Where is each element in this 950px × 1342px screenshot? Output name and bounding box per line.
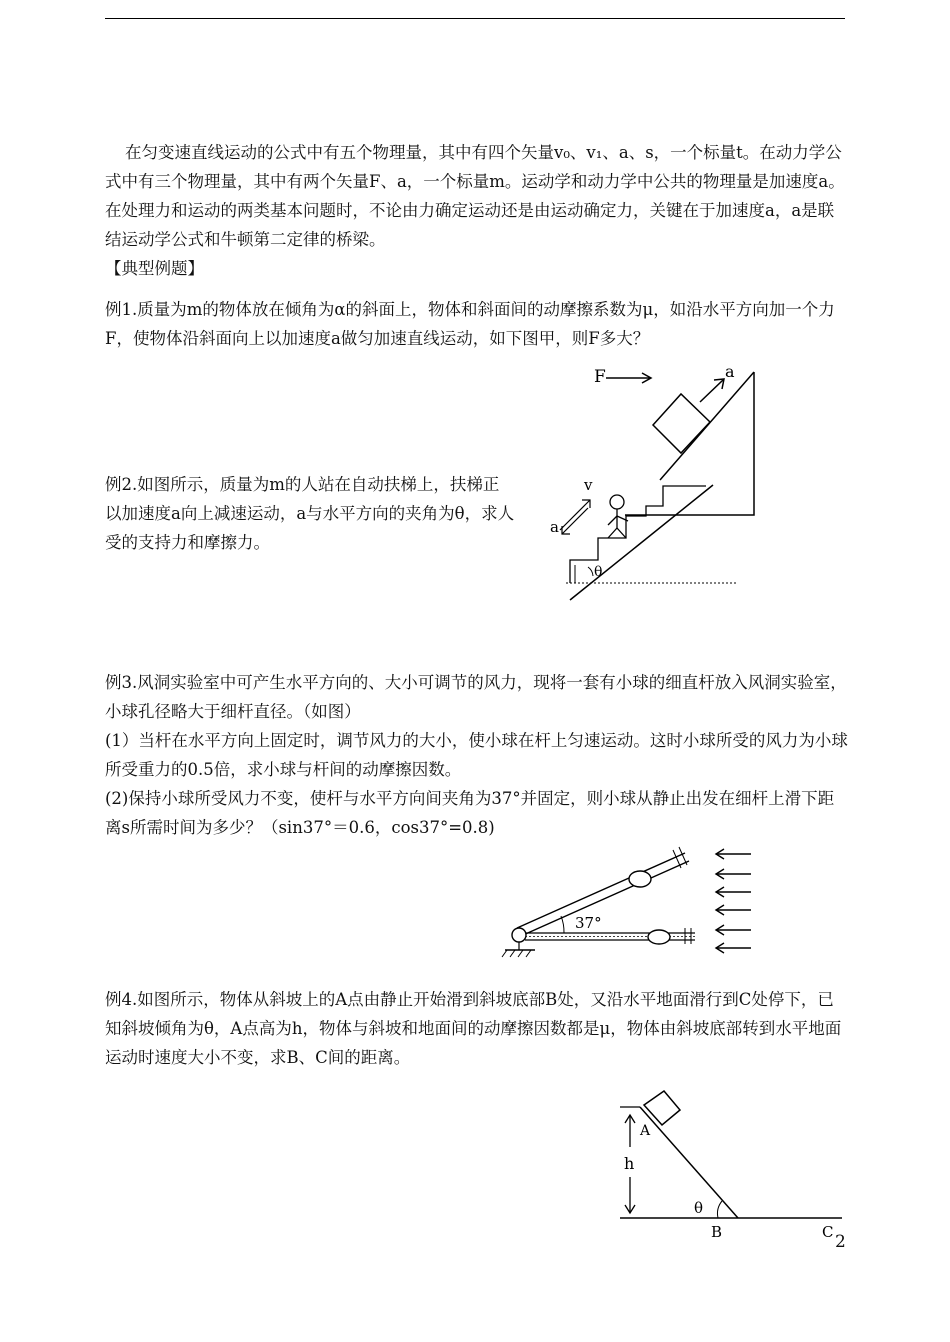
force-label: F bbox=[594, 367, 606, 387]
example-3-intro: 例3.风洞实验室中可产生水平方向的、大小可调节的风力，现将一套有小球的细直杆放入风洞实验室，小球孔径略大于细杆直径。（如图） bbox=[105, 673, 847, 721]
escalator-angle-label: θ bbox=[594, 564, 603, 580]
rod-angle-label: 37° bbox=[575, 914, 602, 932]
point-C-label: C bbox=[822, 1223, 834, 1241]
example-3-question-2: (2)保持小球所受风力不变，使杆与水平方向间夹角为37°并固定，则小球从静止出发在细杆上滑下距离s所需时间为多少？（sin37°＝0.6，cos37°=0.8) bbox=[105, 789, 835, 837]
escalator-accel-label: a bbox=[550, 518, 559, 536]
page-number: 2 bbox=[835, 1232, 846, 1252]
figure-2-escalator bbox=[548, 470, 748, 605]
header-rule bbox=[105, 18, 845, 19]
intro-paragraph: 在匀变速直线运动的公式中有五个物理量，其中有四个矢量v₀、v₁、a、s，一个标量t。在动力学公式中有三个物理量，其中有两个矢量F、a，一个标量m。运动学和动力学中公共的物理量是加速度a。在处理力和运动的两类基本问题时，不论由力确定运动还是由运动确定力，关键在于加速度a，a是联结运动学公式和牛顿第二定律的桥梁。 bbox=[105, 143, 845, 249]
accel-label: a bbox=[725, 362, 735, 381]
example-2: 例2.如图所示，质量为m的人站在自动扶梯上，扶梯正以加速度a向上减速运动，a与水平方向的夹角为θ，求人受的支持力和摩擦力。 bbox=[105, 475, 515, 552]
height-label: h bbox=[624, 1154, 635, 1173]
figure-4-slope bbox=[610, 1085, 845, 1245]
example-4: 例4.如图所示，物体从斜坡上的A点由静止开始滑到斜坡底部B处，又沿水平地面滑行到C处停下，已知斜坡倾角为θ，A点高为h，物体与斜坡和地面间的动摩擦因数都是μ，物体由斜坡底部转到水平地面运动时速度大小不变，求B、C间的距离。 bbox=[105, 990, 842, 1067]
example-1: 例1.质量为m的物体放在倾角为α的斜面上，物体和斜面间的动摩擦系数为μ，如沿水平方向加一个力F，使物体沿斜面向上以加速度a做匀加速直线运动，如下图甲，则F多大？ bbox=[105, 300, 835, 348]
point-A-label: A bbox=[640, 1123, 651, 1139]
slope-angle-label: θ bbox=[694, 1199, 704, 1217]
section-heading: 【典型例题】 bbox=[105, 259, 204, 278]
point-B-label: B bbox=[711, 1223, 723, 1241]
example-3-question-1: (1）当杆在水平方向上固定时，调节风力的大小，使小球在杆上匀速运动。这时小球所受的风力为小球所受重力的0.5倍，求小球与杆间的动摩擦因数。 bbox=[105, 731, 848, 779]
velocity-label: v bbox=[584, 476, 593, 494]
figure-3-wind-tunnel bbox=[495, 840, 760, 970]
